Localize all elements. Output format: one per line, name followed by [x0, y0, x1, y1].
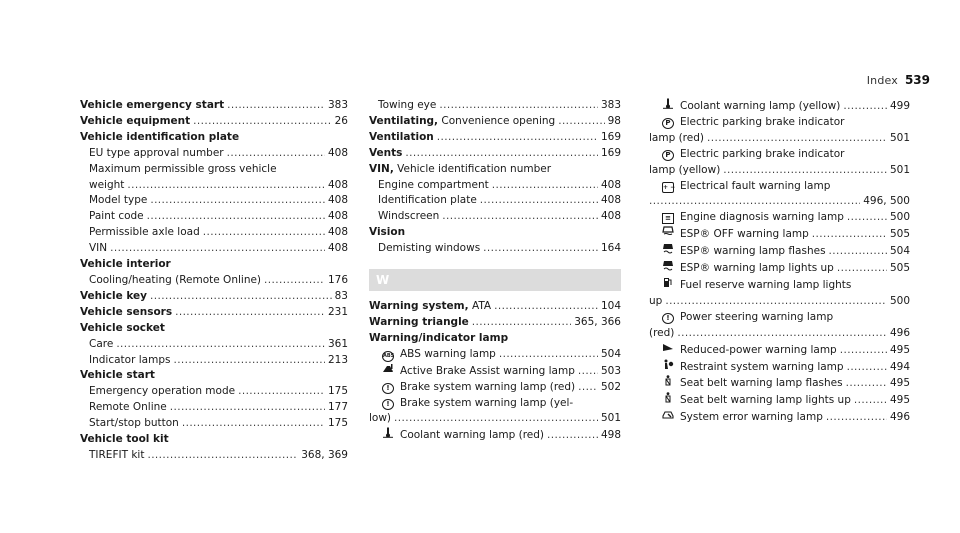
subentry-text: Electric parking brake indicator — [680, 115, 845, 128]
page-ref[interactable]: 176 — [327, 273, 348, 286]
entry-text: Convenience opening — [441, 114, 556, 127]
page-ref[interactable]: 505 — [889, 228, 910, 241]
index-subentry[interactable] — [80, 273, 348, 289]
subentry-text: VIN — [89, 242, 108, 255]
index-subentry[interactable] — [649, 210, 910, 226]
entry-term: VIN, — [369, 162, 394, 175]
index-subentry-line[interactable] — [649, 115, 910, 131]
index-subentry-line: Maximum permissible gross vehicle — [89, 162, 277, 175]
page-ref[interactable]: 495 — [889, 343, 910, 356]
page-ref[interactable]: 496 — [889, 326, 910, 339]
page-ref[interactable]: 408 — [327, 178, 348, 191]
index-entry[interactable] — [369, 130, 621, 146]
subentry-text: Identification plate — [378, 194, 477, 207]
parking-brake-icon: P — [662, 118, 674, 129]
entry-term: Vehicle key — [80, 289, 148, 302]
entry-text: Vehicle identification number — [397, 162, 552, 175]
page-ref[interactable]: 104 — [600, 300, 621, 313]
subentry-text: up — [649, 294, 663, 307]
subentry-text: Remote Online — [89, 401, 167, 414]
subentry-text: Coolant warning lamp (red) — [400, 429, 545, 442]
page-ref[interactable]: 408 — [327, 242, 348, 255]
index-subentry[interactable] — [80, 241, 348, 257]
index-subentry[interactable] — [369, 193, 621, 209]
page-ref[interactable]: 501 — [889, 163, 910, 176]
page-ref[interactable]: 169 — [600, 130, 621, 143]
index-subentry-line[interactable] — [649, 310, 910, 326]
subentry-text: Brake system warning lamp (yel- — [400, 396, 574, 409]
page-ref[interactable]: 496 — [889, 411, 910, 424]
parking-brake-icon: P — [662, 150, 674, 161]
page-ref[interactable]: 502 — [600, 380, 621, 393]
index-subentry[interactable] — [649, 392, 910, 409]
index-subentry[interactable] — [80, 384, 348, 400]
index-subentry[interactable] — [80, 353, 348, 369]
index-entry[interactable] — [369, 114, 621, 130]
page-ref[interactable]: 503 — [600, 364, 621, 377]
index-subentry[interactable] — [80, 146, 348, 162]
index-column-a — [80, 98, 348, 464]
entry-term: Vehicle equipment — [80, 114, 191, 127]
index-subentry-line[interactable] — [369, 396, 621, 412]
index-subentry-line[interactable] — [649, 277, 910, 294]
car-brake-icon — [382, 363, 394, 374]
index-subentry-line[interactable] — [649, 179, 910, 195]
page-ref[interactable]: 408 — [600, 194, 621, 207]
index-subentry[interactable] — [80, 178, 348, 194]
entry-heading — [369, 162, 621, 178]
entry-heading: Vision — [369, 226, 406, 239]
subentry-text: Windscreen — [378, 210, 440, 223]
page-ref[interactable]: 175 — [327, 385, 348, 398]
subentry-text: ESP® warning lamp flashes — [680, 245, 826, 258]
index-subentry[interactable] — [80, 209, 348, 225]
subentry-text: Start/stop button — [89, 417, 179, 430]
index-subentry-cont[interactable] — [649, 194, 910, 210]
subentry-text: Seat belt warning lamp lights up — [680, 394, 851, 407]
subentry-text: weight — [89, 178, 125, 191]
subentry-text: lamp (yellow) — [649, 163, 721, 176]
subentry-text: Permissible axle load — [89, 226, 200, 239]
page-ref[interactable]: 500 — [889, 294, 910, 307]
page-ref[interactable]: 408 — [327, 194, 348, 207]
entry-term: Ventilation — [369, 130, 434, 143]
index-subentry[interactable] — [80, 448, 348, 464]
subentry-text: Active Brake Assist warning lamp — [400, 364, 575, 377]
subentry-text: Fuel reserve warning lamp lights — [680, 278, 852, 291]
car-wrench-icon — [662, 409, 674, 420]
index-subentry[interactable] — [80, 193, 348, 209]
entry-heading: Warning/indicator lamp — [369, 331, 509, 344]
index-subentry-cont[interactable] — [649, 326, 910, 342]
entry-term: Vehicle sensors — [80, 305, 173, 318]
page-number: 539 — [904, 73, 930, 87]
page-ref[interactable]: 83 — [334, 289, 348, 302]
subentry-text: ESP® OFF warning lamp — [680, 228, 809, 241]
entry-term: Vehicle emergency start — [80, 99, 225, 111]
index-subentry[interactable] — [80, 337, 348, 353]
battery-icon: + − — [663, 183, 676, 191]
entry-heading: Vehicle socket — [80, 321, 165, 334]
subentry-text: Engine compartment — [378, 178, 489, 191]
page-ref[interactable]: 169 — [600, 146, 621, 159]
page-ref[interactable]: 495 — [889, 377, 910, 390]
page-ref[interactable]: 361 — [327, 337, 348, 350]
index-subentry[interactable] — [649, 98, 910, 115]
page-ref[interactable]: 231 — [327, 305, 348, 318]
page-header — [0, 74, 960, 94]
entry-term: Warning triangle — [369, 315, 469, 328]
index-subentry[interactable] — [649, 260, 910, 277]
subentry-text: Cooling/heating (Remote Online) — [89, 273, 262, 286]
index-subentry[interactable] — [369, 347, 621, 363]
page-ref[interactable]: 500 — [889, 211, 910, 224]
subentry-text: Engine diagnosis warning lamp — [680, 211, 844, 224]
index-entry[interactable] — [80, 305, 348, 321]
page-ref[interactable]: 501 — [889, 131, 910, 144]
esp-icon — [662, 243, 674, 254]
page-ref[interactable]: 98 — [607, 114, 621, 127]
page-ref[interactable]: 504 — [889, 245, 910, 258]
index-column-c — [649, 98, 910, 426]
page-ref[interactable]: 495 — [889, 394, 910, 407]
index-entry[interactable] — [80, 114, 348, 130]
steering-icon: ! — [662, 313, 674, 324]
page-ref[interactable]: 408 — [600, 210, 621, 223]
index-subentry-cont[interactable] — [649, 163, 910, 179]
index-subentry[interactable] — [649, 409, 910, 426]
entry-heading: Vehicle tool kit — [80, 433, 169, 446]
subentry-text: Model type — [89, 194, 148, 207]
thermometer-icon — [382, 427, 394, 438]
index-subentry[interactable] — [369, 209, 621, 225]
airbag-icon — [662, 359, 674, 370]
index-subentry[interactable] — [369, 380, 621, 396]
entry-heading: Vehicle interior — [80, 258, 171, 271]
subentry-text: low) — [369, 412, 392, 425]
subentry-text: Care — [89, 337, 114, 350]
entry-heading: Vehicle start — [80, 369, 155, 382]
entry-text: ATA — [471, 300, 492, 313]
page-ref[interactable]: 408 — [327, 146, 348, 159]
brake-warning-icon: ! — [382, 383, 394, 394]
index-subentry[interactable] — [649, 342, 910, 359]
page-ref[interactable]: 365, 366 — [574, 315, 621, 328]
page-ref[interactable]: 408 — [600, 178, 621, 191]
index-subentry[interactable] — [649, 359, 910, 376]
subentry-text: ABS warning lamp — [400, 347, 496, 360]
index-subentry[interactable] — [649, 243, 910, 260]
page-ref[interactable]: 26 — [334, 114, 348, 127]
index-subentry[interactable] — [369, 241, 621, 257]
page-ref[interactable]: 408 — [327, 226, 348, 239]
page-ref[interactable]: 504 — [600, 347, 621, 360]
seat-belt-icon — [662, 375, 674, 386]
subentry-text: Demisting windows — [378, 242, 481, 255]
subentry-text: Reduced-power warning lamp — [680, 343, 837, 356]
subentry-text: Restraint system warning lamp — [680, 360, 844, 373]
index-subentry[interactable] — [80, 225, 348, 241]
page-ref[interactable]: 368, 369 — [301, 448, 348, 461]
page-ref[interactable]: 501 — [600, 412, 621, 425]
index-entry[interactable] — [369, 299, 621, 315]
abs-icon: ABS — [382, 351, 394, 362]
index-entry[interactable] — [80, 98, 348, 114]
subentry-text: Power steering warning lamp — [680, 310, 834, 323]
engine-icon: ≡ — [662, 213, 674, 224]
index-subentry[interactable] — [649, 375, 910, 392]
page-ref[interactable]: 213 — [327, 353, 348, 366]
index-subentry[interactable] — [369, 363, 621, 380]
index-subentry-cont[interactable] — [649, 294, 910, 310]
subentry-text: lamp (red) — [649, 131, 704, 144]
subentry-text: Indicator lamps — [89, 353, 171, 366]
index-subentry-cont[interactable] — [649, 131, 910, 147]
index-entry[interactable] — [369, 315, 621, 331]
entry-heading: Vehicle identification plate — [80, 130, 240, 143]
entry-term: Vents — [369, 146, 403, 159]
esp-icon — [662, 260, 674, 271]
index-subentry-cont[interactable] — [369, 411, 621, 427]
subentry-text: Paint code — [89, 210, 144, 223]
reduced-power-icon — [662, 342, 674, 353]
page-ref[interactable]: 496, 500 — [863, 195, 910, 208]
index-subentry[interactable] — [80, 400, 348, 416]
subentry-text: Seat belt warning lamp flashes — [680, 377, 843, 390]
fuel-pump-icon — [662, 277, 674, 288]
index-subentry[interactable] — [80, 416, 348, 432]
index-subentry-line[interactable] — [649, 147, 910, 163]
section-letter-w: W — [369, 269, 621, 291]
page-ref[interactable]: 408 — [327, 210, 348, 223]
esp-off-icon — [662, 226, 674, 237]
subentry-text: ESP® warning lamp lights up — [680, 262, 834, 275]
page-ref[interactable]: 383 — [327, 99, 348, 111]
subentry-text: Electric parking brake indicator — [680, 147, 845, 160]
seat-belt-icon — [662, 392, 674, 403]
index-column-b — [369, 98, 621, 444]
subentry-text: TIREFIT kit — [89, 448, 145, 461]
subentry-text: System error warning lamp — [680, 411, 823, 424]
subentry-text: Brake system warning lamp (red) — [400, 380, 576, 393]
thermometer-icon — [662, 98, 674, 109]
subentry-text: Coolant warning lamp (yellow) — [680, 100, 841, 112]
subentry-text: Emergency operation mode — [89, 385, 236, 398]
page-ref[interactable]: 175 — [327, 417, 348, 430]
index-subentry[interactable] — [369, 178, 621, 194]
page-ref[interactable]: 164 — [600, 242, 621, 255]
index-entry[interactable] — [369, 146, 621, 162]
entry-term: Warning system, — [369, 300, 469, 313]
page-ref[interactable]: 177 — [327, 401, 348, 414]
page-ref[interactable]: 498 — [600, 429, 621, 442]
page-ref[interactable]: 494 — [889, 360, 910, 373]
brake-warning-icon: ! — [382, 399, 394, 410]
page-ref[interactable]: 499 — [889, 100, 910, 112]
index-entry[interactable] — [80, 289, 348, 305]
page-ref[interactable]: 383 — [600, 99, 621, 111]
page-ref[interactable]: 505 — [889, 262, 910, 275]
subentry-text: EU type approval number — [89, 146, 224, 159]
index-subentry[interactable] — [369, 427, 621, 444]
index-subentry[interactable] — [649, 226, 910, 243]
index-subentry[interactable] — [369, 98, 621, 114]
subentry-text: (red) — [649, 326, 675, 339]
subentry-text: Towing eye — [378, 99, 437, 111]
subentry-text: Electrical fault warning lamp — [680, 179, 831, 192]
index-label: Index — [866, 74, 898, 87]
entry-term: Ventilating, — [369, 114, 439, 127]
